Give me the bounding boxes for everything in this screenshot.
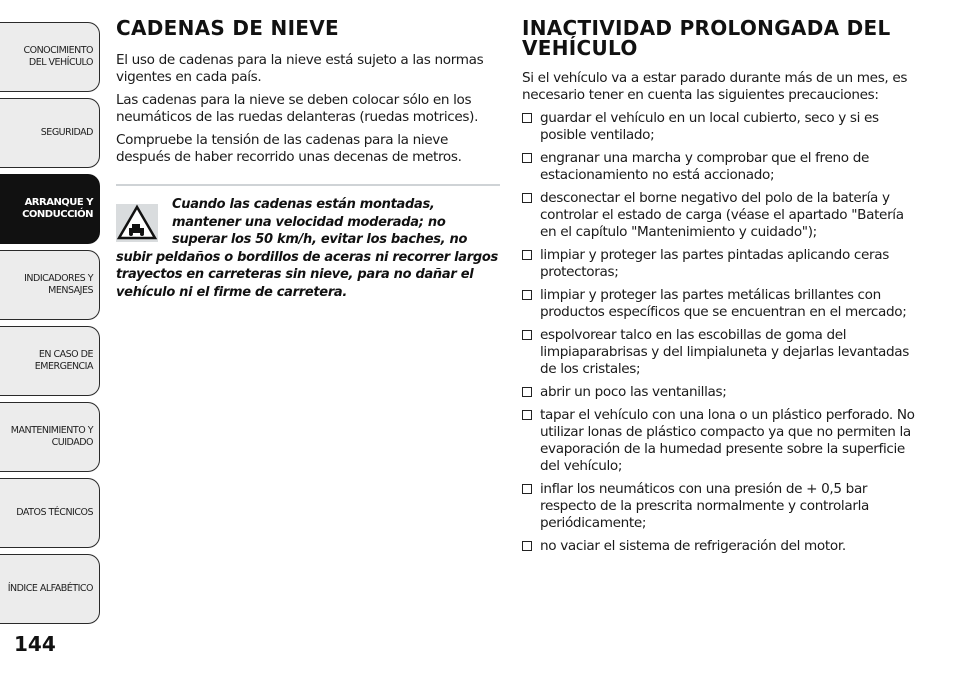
list-item <box>522 190 922 241</box>
chapter-tab[interactable] <box>0 326 100 396</box>
divider <box>116 184 500 186</box>
list-item-text: abrir un poco las ventanillas; <box>540 384 727 400</box>
snow-chains-section <box>116 18 500 301</box>
chapter-tab[interactable] <box>0 98 100 168</box>
chapter-tab[interactable] <box>0 174 100 244</box>
list-item <box>522 150 922 184</box>
list-item-text: desconectar el borne negativo del polo de la batería y controlar el estado de carga (véase el apartado "Batería en el capítulo "Mantenimiento y cuidado"); <box>540 190 904 240</box>
chapter-tab-label: SEGURIDAD <box>40 127 93 138</box>
checkbox-bullet-icon <box>522 410 532 420</box>
list-item <box>522 287 922 321</box>
chapter-tab-label: DATOS TÉCNICOS <box>16 507 93 518</box>
list-item <box>522 538 922 555</box>
list-item-text: tapar el vehículo con una lona o un plástico perforado. No utilizar lonas de plástico compacto ya que no permiten la evaporación de la humedad presente sobre la superficie del vehículo; <box>540 407 915 474</box>
checkbox-bullet-icon <box>522 330 532 340</box>
checkbox-bullet-icon <box>522 387 532 397</box>
checkbox-bullet-icon <box>522 541 532 551</box>
list-item <box>522 327 922 378</box>
list-item <box>522 407 922 475</box>
chapter-tab[interactable] <box>0 402 100 472</box>
list-item <box>522 110 922 144</box>
list-item-text: guardar el vehículo en un local cubierto, seco y si es posible ventilado; <box>540 110 879 143</box>
chapter-tab[interactable] <box>0 554 100 624</box>
precautions-list <box>522 110 922 555</box>
list-item-text: inflar los neumáticos con una presión de + 0,5 bar respecto de la prescrita normalmente y controlarla periódicamente; <box>540 481 869 531</box>
prolonged-inactivity-section <box>522 18 922 561</box>
chapter-tab[interactable] <box>0 22 100 92</box>
warning-note <box>116 196 500 301</box>
checkbox-bullet-icon <box>522 250 532 260</box>
chapter-tabs <box>0 22 100 630</box>
chapter-tab-label: INDICADORES Y MENSAJES <box>24 273 93 296</box>
list-item <box>522 481 922 532</box>
chapter-tab[interactable] <box>0 478 100 548</box>
list-item-text: espolvorear talco en las escobillas de goma del limpiaparabrisas y del limpialuneta y dejarlas levantadas de los cristales; <box>540 327 910 377</box>
checkbox-bullet-icon <box>522 153 532 163</box>
section-title-snow-chains: CADENAS DE NIEVE <box>116 16 340 40</box>
warning-text: Cuando las cadenas están montadas, mantener una velocidad moderada; no superar los 50 km/h, evitar los baches, no subir peldaños o bordillos de aceras ni recorrer largos trayectos en carreteras sin nieve, para no dañar el vehículo ni el firme de carretera. <box>116 197 498 300</box>
chapter-tab-label: MANTENIMIENTO Y CUIDADO <box>10 425 93 448</box>
page-number: 144 <box>14 632 56 656</box>
list-item-text: engranar una marcha y comprobar que el freno de estacionamiento no está accionado; <box>540 150 869 183</box>
checkbox-bullet-icon <box>522 113 532 123</box>
paragraph: Compruebe la tensión de las cadenas para la nieve después de haber recorrido unas decenas de metros. <box>116 132 462 165</box>
checkbox-bullet-icon <box>522 290 532 300</box>
chapter-tab-label: ARRANQUE Y CONDUCCIÓN <box>22 197 93 220</box>
chapter-tab[interactable] <box>0 250 100 320</box>
intro-paragraph: Si el vehículo va a estar parado durante más de un mes, es necesario tener en cuenta las siguientes precauciones: <box>522 70 908 103</box>
road-warning-icon <box>116 204 158 242</box>
checkbox-bullet-icon <box>522 484 532 494</box>
chapter-tab-label: ÍNDICE ALFABÉTICO <box>7 583 93 594</box>
chapter-tab-label: CONOCIMIENTO DEL VEHÍCULO <box>23 45 93 68</box>
list-item-text: limpiar y proteger las partes pintadas aplicando ceras protectoras; <box>540 247 889 280</box>
paragraph: Las cadenas para la nieve se deben colocar sólo en los neumáticos de las ruedas delanteras (ruedas motrices). <box>116 92 479 125</box>
list-item-text: no vaciar el sistema de refrigeración del motor. <box>540 538 846 554</box>
list-item <box>522 247 922 281</box>
chapter-tab-label: EN CASO DE EMERGENCIA <box>34 349 93 372</box>
checkbox-bullet-icon <box>522 193 532 203</box>
section-title-inactivity: INACTIVIDAD PROLONGADA DEL VEHÍCULO <box>522 16 891 60</box>
list-item-text: limpiar y proteger las partes metálicas brillantes con productos específicos que se encuentran en el mercado; <box>540 287 907 320</box>
paragraph: El uso de cadenas para la nieve está sujeto a las normas vigentes en cada país. <box>116 52 484 85</box>
list-item <box>522 384 922 401</box>
